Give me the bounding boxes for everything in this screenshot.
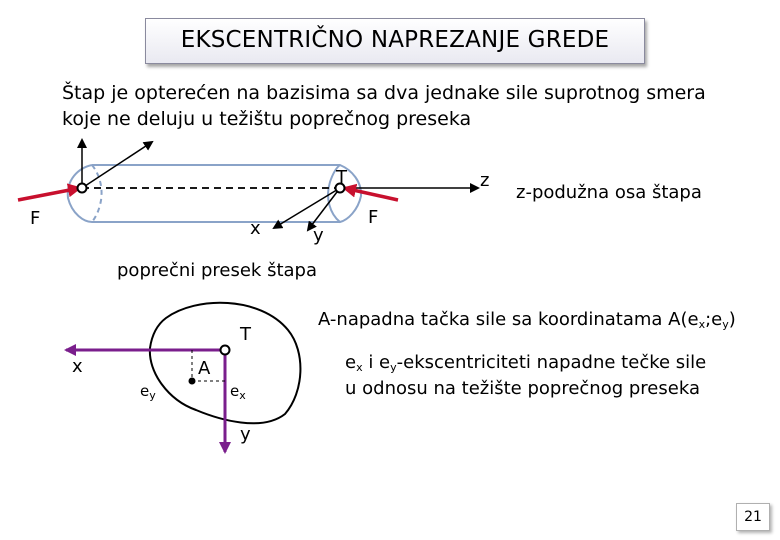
page-title: EKSCENTRIČNO NAPREZANJE GREDE: [180, 27, 610, 53]
section-label-y: y: [240, 424, 251, 445]
section-centroid-point: [221, 346, 230, 355]
force-left-arrow: [18, 188, 80, 200]
section-caption: poprečni presek štapa: [117, 260, 317, 281]
beam-left-point: [78, 184, 87, 193]
beam-left-end-hidden: [92, 165, 102, 222]
intro-line-2: koje ne deluju u težištu poprečnog preseka: [62, 108, 472, 130]
intro-line-1: Štap je opterećen na bazisima sa dva jednake sile suprotnog smera: [62, 82, 706, 104]
z-axis-note: z-podužna osa štapa: [516, 182, 702, 203]
section-point-a: [189, 378, 196, 385]
beam-label-f-left: F: [30, 208, 41, 229]
beam-label-t: T: [336, 167, 347, 188]
point-a-note: A-napadna tačka sile sa koordinatama $A(e_x;e_y)$: [318, 309, 736, 331]
eccentricity-note-line-2: u odnosu na težište poprečnog preseka: [345, 378, 700, 399]
section-label-t: T: [240, 324, 251, 345]
beam-left-end-solid: [68, 165, 92, 222]
section-label-a: A: [198, 358, 211, 379]
beam-label-x: x: [250, 218, 261, 239]
section-label-ex: $e_x$: [230, 382, 246, 402]
beam-label-y: y: [313, 225, 324, 246]
beam-label-f-right: F: [368, 207, 379, 228]
section-label-ey: $e_y$: [140, 382, 156, 402]
beam-label-z: z: [480, 170, 490, 191]
beam: [68, 165, 361, 222]
section-label-x: x: [72, 356, 83, 377]
page-number: 21: [736, 503, 770, 531]
eccentricity-note-line-1: $e_x$ i $e_y$-ekscentriciteti napadne tečke sile: [345, 352, 707, 374]
